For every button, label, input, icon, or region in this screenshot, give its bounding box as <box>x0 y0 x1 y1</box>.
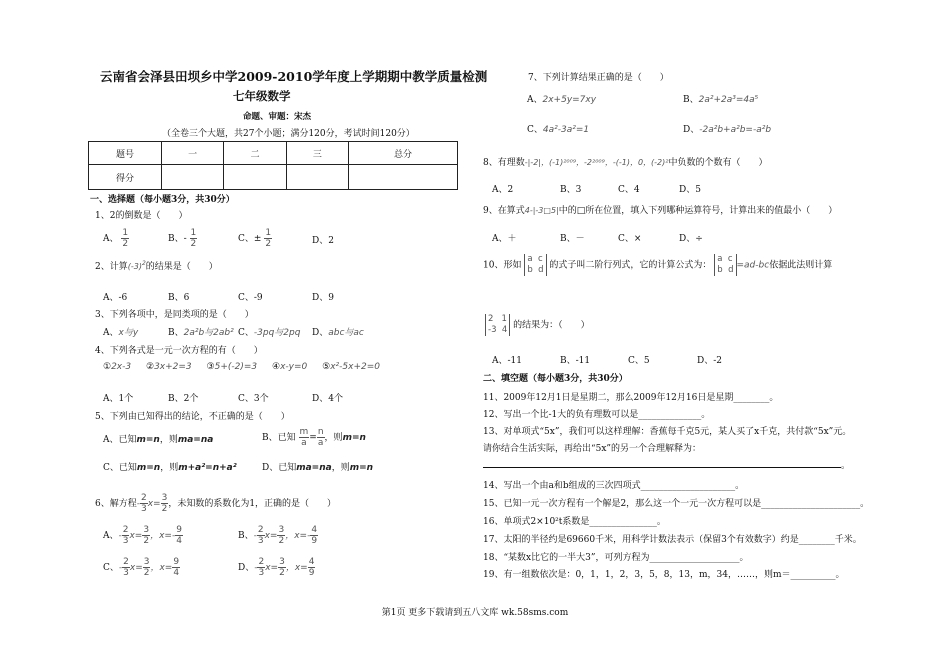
q4-items: ①2x-3 ②3x+2=3 ③5+(-2)=3 ④x-y=0 ⑤x²-5x+2=0 <box>103 362 380 372</box>
table-cell: 三 <box>286 142 348 165</box>
q8-option-a[interactable]: A、2 <box>492 185 514 195</box>
q1-option-b[interactable] <box>168 228 197 249</box>
q5-option-b[interactable]: B、已知 $\frac{m}{a}$ = $\frac{n}{a}$ ，则m=n <box>262 427 366 448</box>
q5-option-d[interactable]: D、已知ma=na，则m=n <box>262 463 374 473</box>
page-title: 云南省会泽县田坝乡中学2009-2010学年度上学期期中教学质量检测 <box>100 69 488 84</box>
authors: 命题、审题：宋杰 <box>243 112 312 122</box>
question-18: 18、“某数x比它的一半大3”，可列方程为____________________。 <box>483 553 749 563</box>
table-cell: 总分 <box>348 142 457 165</box>
fraction: $\frac{1}{2}$ <box>265 228 272 249</box>
option-a[interactable]: A、 <box>103 234 119 244</box>
q3-option-c[interactable]: C、-3pq与2pq <box>238 328 301 338</box>
q5-option-c[interactable]: C、已知m=n，则m+a²=n+a² <box>103 463 237 473</box>
question-9: 9、在算式4-|-3□5|中的□所在位置，填入下列哪种运算符号，计算出来的值最小（ ） <box>483 206 838 216</box>
table-row <box>89 165 458 190</box>
fraction: $\frac{1}{2}$ <box>122 228 129 249</box>
question-15: 15、已知一元一次方程有一个解是2，那么这一个一元一次方程可以是______________________。 <box>483 499 870 509</box>
table-cell[interactable] <box>224 165 286 190</box>
score-table <box>88 141 458 190</box>
q8-option-c[interactable]: C、4 <box>618 185 640 195</box>
question-10-b: 2 1 -3 4 的结果为：（ ） <box>485 314 590 336</box>
page-footer: 第1页 更多下载请到五八文库 wk.58sms.com <box>381 608 569 618</box>
table-cell[interactable] <box>162 165 224 190</box>
question-16: 16、单项式2×10²t系数是_______________。 <box>483 517 666 527</box>
q6-option-b[interactable]: B、- $\frac{2}{3}$ x= $\frac{3}{2}$ ，x=- $\frac{4}{9}$ <box>238 525 318 546</box>
question-12: 12、写出一个比-1大的负有理数可以是______________。 <box>483 410 711 420</box>
q7-option-a[interactable]: A、2x+5y=7xy <box>527 95 597 105</box>
question-7: 7、下列计算结果正确的是（ ） <box>528 73 669 83</box>
q3-option-a[interactable]: A、x与y <box>103 328 139 338</box>
question-2: 2、计算$(-3)^2$的结果是（ ） <box>95 260 218 272</box>
q1-option-c[interactable] <box>238 228 272 249</box>
q4-option-a[interactable]: A、1个 <box>103 394 134 404</box>
q2-option-c[interactable]: C、-9 <box>238 293 263 303</box>
question-11: 11、2009年12月1日是星期二，那么2009年12月16日是星期________。 <box>483 393 779 403</box>
q2-option-b[interactable]: B、6 <box>168 293 190 303</box>
determinant: a c b d <box>714 254 736 276</box>
fraction: $\frac{1}{2}$ <box>190 228 197 249</box>
question-13: 13、对单项式“5x”，我们可以这样理解：香蕉每千克5元，某人买了x千克，共付款“5x”元。 <box>483 427 852 437</box>
q2-math: (-3) <box>127 262 142 271</box>
q6-option-a[interactable]: A、- $\frac{2}{3}$ x= $\frac{3}{2}$ ，x=- $\frac{9}{4}$ <box>103 525 182 546</box>
question-14: 14、写出一个由a和b组成的三次四项式_____________________。 <box>483 481 745 491</box>
q10-option-d[interactable]: D、-2 <box>697 356 722 366</box>
q7-option-b[interactable]: B、2a²+2a³=4a⁵ <box>683 95 759 105</box>
table-cell: 二 <box>224 142 286 165</box>
q4-option-d[interactable]: D、4个 <box>312 394 343 404</box>
q10-option-a[interactable]: A、-11 <box>492 356 522 366</box>
q1-option-d[interactable]: D、2 <box>312 236 334 246</box>
q3-option-d[interactable]: D、abc与ac <box>312 328 364 338</box>
q7-option-c[interactable]: C、4a²-3a²=1 <box>527 125 590 135</box>
table-cell: 题号 <box>89 142 162 165</box>
question-8: 8、有理数-|-2|，(-1)²⁰⁰⁹，-2²⁰⁰⁹，-(-1)，0，(-2)²中负数的个数有（ ） <box>483 158 768 168</box>
q6-option-c[interactable]: C、- $\frac{2}{3}$ x= $\frac{3}{2}$ ，x= $\frac{9}{4}$ <box>103 557 180 578</box>
table-cell: 得分 <box>89 165 162 190</box>
q9-option-d[interactable]: D、÷ <box>679 234 703 244</box>
question-4: 4、下列各式是一元一次方程的有（ ） <box>95 346 263 356</box>
option-c: C、± <box>238 234 262 244</box>
q8-option-b[interactable]: B、3 <box>560 185 582 195</box>
q9-option-a[interactable]: A、＋ <box>492 234 517 244</box>
q2-text-a: 2、计算 <box>95 262 128 272</box>
q4-option-c[interactable]: C、3个 <box>238 394 269 404</box>
question-13-b: 请你结合生活实际，再给出“5x”的另一个合理解释为： <box>483 444 702 454</box>
q4-option-b[interactable]: B、2个 <box>168 394 199 404</box>
q2-option-a[interactable]: A、-6 <box>103 293 128 303</box>
determinant: a c b d <box>524 254 546 276</box>
question-1: 1、2的倒数是（ ） <box>95 211 188 221</box>
table-cell[interactable] <box>286 165 348 190</box>
table-cell[interactable] <box>348 165 457 190</box>
question-19: 19、有一组数依次是：0，1，1，2，3，5，8，13，m，34，……，则m＝__________。 <box>483 570 845 580</box>
q8-option-d[interactable]: D、5 <box>679 185 701 195</box>
q13-answer-line[interactable]: 。 <box>483 458 850 471</box>
q2-text-b: 的结果是（ ） <box>145 262 218 272</box>
q10-option-c[interactable]: C、5 <box>628 356 650 366</box>
q3-option-b[interactable]: B、2a²b与2ab² <box>168 328 234 338</box>
q2-option-d[interactable]: D、9 <box>312 293 334 303</box>
q6-option-d[interactable]: D、- $\frac{2}{3}$ x= $\frac{3}{2}$ ，x= $\frac{4}{9}$ <box>238 557 315 578</box>
table-cell: 一 <box>162 142 224 165</box>
option-b: B、- <box>168 234 187 244</box>
exam-info: （全卷三个大题，共27个小题；满分120分，考试时间120分） <box>162 129 415 139</box>
q7-option-d[interactable]: D、-2a²b+a²b=-a²b <box>683 125 772 135</box>
q10-option-b[interactable]: B、-11 <box>560 356 591 366</box>
section1-heading: 一、选择题（每小题3分，共30分） <box>90 195 235 205</box>
question-3: 3、下列各项中，是同类项的是（ ） <box>95 310 254 320</box>
section2-heading: 二、填空题（每小题3分，共30分） <box>483 374 628 384</box>
determinant: 2 1 -3 4 <box>485 314 510 336</box>
question-6: 6、解方程- $\frac{2}{3}$ x= $\frac{3}{2}$ ，未知数的系数化为1，正确的是（ ） <box>95 493 337 514</box>
question-10: 10、形如 a c b d 的式子叫二阶行列式，它的计算公式为： a c b d =ad-bc依据此法则计算 <box>483 254 833 275</box>
q1-options <box>103 228 129 249</box>
q9-option-b[interactable]: B、－ <box>560 234 585 244</box>
q5-option-a[interactable]: A、已知m=n，则ma=na <box>103 435 214 445</box>
q9-option-c[interactable]: C、× <box>618 234 642 244</box>
table-row <box>89 142 458 165</box>
question-17: 17、太阳的半径约是69660千米，用科学计数法表示（保留3个有效数字）约是________千米。 <box>483 535 862 545</box>
page-subtitle: 七年级数学 <box>233 89 291 103</box>
question-5: 5、下列由已知得出的结论，不正确的是（ ） <box>95 412 290 422</box>
